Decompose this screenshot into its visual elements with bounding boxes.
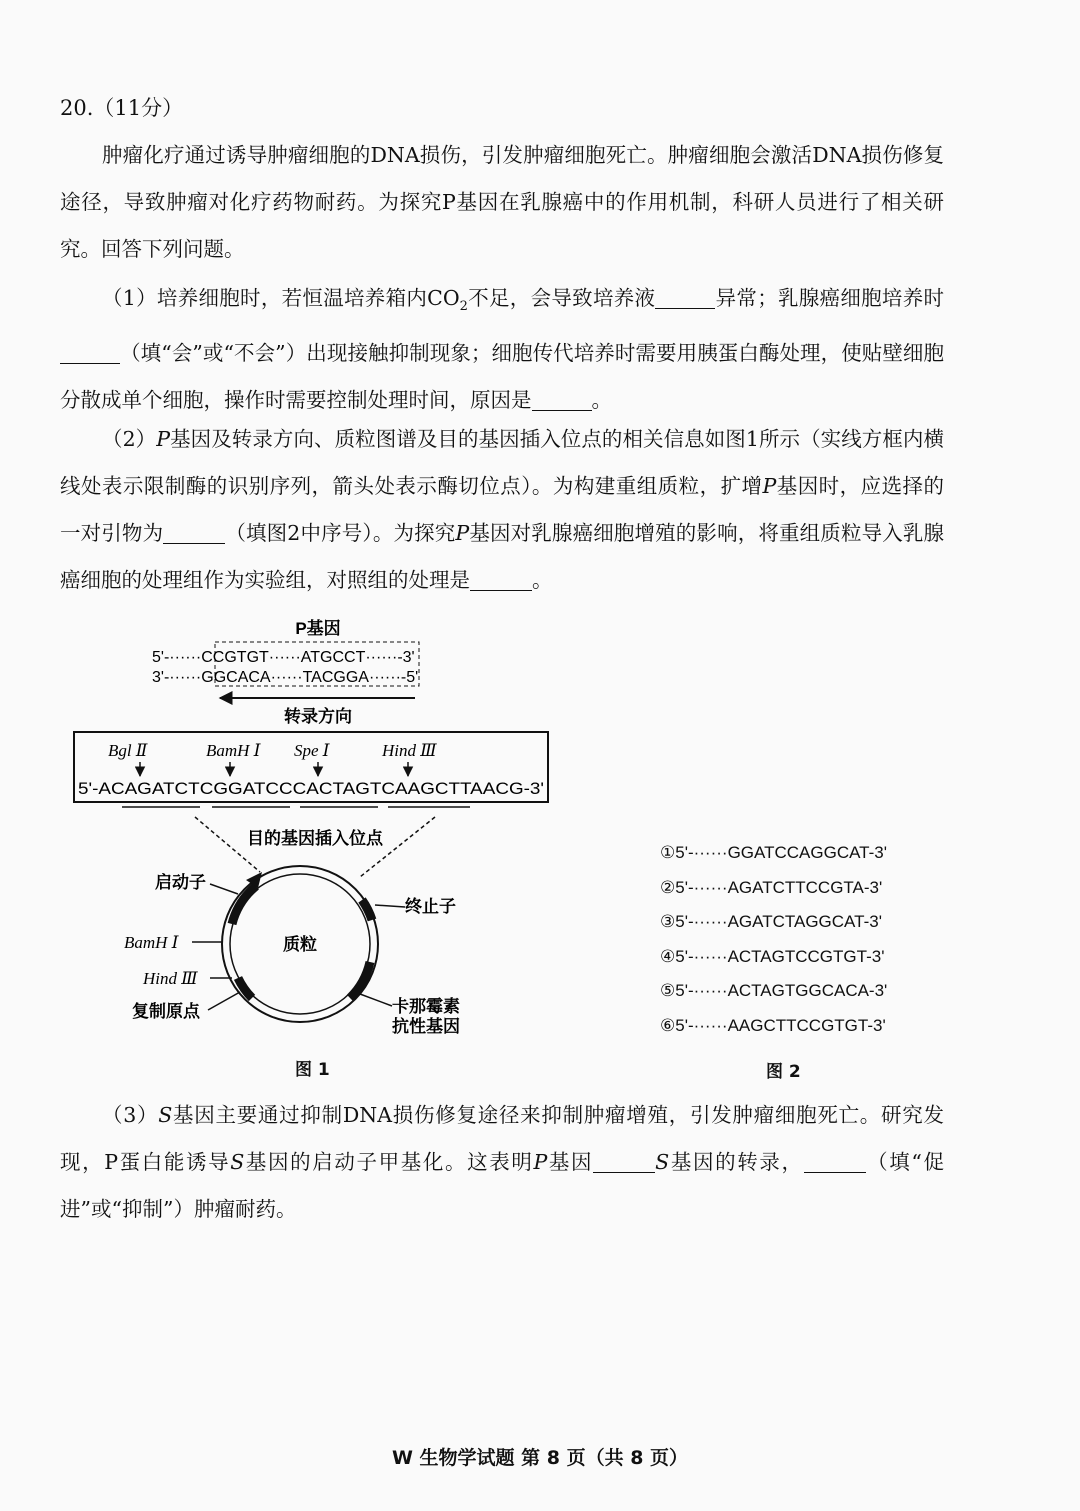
- enzyme-hind3: Hind Ⅲ: [382, 741, 437, 760]
- strand-bottom: 3'-······GGCACA······TACGGA······-5': [152, 669, 419, 686]
- figure1-diagram: [60, 612, 580, 1082]
- primer-1: ①5'-······GGATCCAGGCAT-3': [660, 843, 887, 862]
- primer-4: ④5'-······ACTAGTCCGTGT-3': [660, 946, 885, 966]
- answer-blank[interactable]: [470, 570, 532, 591]
- primer-3: ③5'-······AGATCTAGGCAT-3': [660, 912, 882, 931]
- figure2-caption: 图 2: [766, 1062, 801, 1082]
- page-footer: W 生物学试题 第 8 页（共 8 页）: [391, 1447, 689, 1469]
- bamh1-plasmid-label: BamH Ⅰ: [124, 933, 179, 952]
- kan-label-2: 抗性基因: [392, 1017, 460, 1036]
- promoter-label: 启动子: [155, 873, 206, 892]
- insert-site-label: 目的基因插入位点: [247, 829, 383, 848]
- question-number: 20.（11分）: [60, 96, 184, 120]
- answer-blank[interactable]: [60, 343, 120, 364]
- answer-blank[interactable]: [593, 1152, 655, 1173]
- primer-2: ②5'-······AGATCTTCCGTA-3': [660, 877, 883, 897]
- primer-6: ⑥5'-······AAGCTTCCGTGT-3': [660, 1015, 886, 1035]
- answer-blank[interactable]: [163, 523, 225, 544]
- answer-blank[interactable]: [532, 390, 592, 411]
- answer-blank[interactable]: [804, 1152, 866, 1173]
- enzyme-bamh1: BamH Ⅰ: [206, 741, 261, 760]
- question-part1: （1）培养细胞时，若恒温培养箱内$CO_2$不足，会导致培养液 异常；乳腺癌细胞培养时（填“会”或“不会”）出现接触抑制现象；细胞传代培养时需要用胰蛋白酶处理，使贴壁细胞分散成单个细胞，操作时需要控制处理时间，原因是 。: [60, 286, 945, 413]
- question-part2: （2）P基因及转录方向、质粒图谱及目的基因插入位点的相关信息如图1所示（实线方框内横线处表示限制酶的识别序列，箭头处表示酶切位点）。为构建重组质粒，扩增P基因时，应选择的一对引物为 （填图2中序号）。为探究P基因对乳腺癌细胞增殖的影响，将重组质粒导入乳腺癌细胞的处理组作为实验组，对照组的处理是 。: [60, 427, 945, 592]
- question-intro: 肿瘤化疗通过诱导肿瘤细胞的DNA损伤，引发肿瘤细胞死亡。肿瘤细胞会激活DNA损伤修复途径，导致肿瘤对化疗药物耐药。为探究P基因在乳腺癌中的作用机制，科研人员进行了相关研究。回答下列问题。: [60, 143, 944, 261]
- answer-blank[interactable]: [655, 288, 715, 309]
- figure2-primer-list: [660, 836, 887, 1043]
- strand-top: 5'-······CCGTGT······ATGCCT······-3': [152, 649, 415, 666]
- ori-label: 复制原点: [132, 1002, 200, 1021]
- enzyme-bgl2: Bgl Ⅱ: [108, 741, 148, 760]
- enzyme-spe1: Spe Ⅰ: [294, 741, 330, 760]
- primer-5: ⑤5'-······ACTAGTGGCACA-3': [660, 981, 888, 1000]
- plasmid-label: 质粒: [283, 935, 317, 954]
- p-gene-label: P基因: [295, 619, 341, 638]
- hind3-plasmid-label: Hind Ⅲ: [143, 969, 198, 988]
- transcription-label: 转录方向: [284, 707, 352, 726]
- kan-label-1: 卡那霉素: [392, 997, 460, 1016]
- terminator-label: 终止子: [405, 897, 456, 916]
- mcs-sequence: 5'-ACAGATCTCGGATCCCACTAGTCAAGCTTAACG-3': [78, 780, 544, 798]
- figure1-caption: 图 1: [295, 1060, 330, 1080]
- question-part3: （3）S基因主要通过抑制DNA损伤修复途径来抑制肿瘤增殖，引发肿瘤细胞死亡。研究发现，P蛋白能诱导S基因的启动子甲基化。这表明P基因 S基因的转录， （填“促进”或“抑制”）肿瘤耐药。: [60, 1103, 945, 1221]
